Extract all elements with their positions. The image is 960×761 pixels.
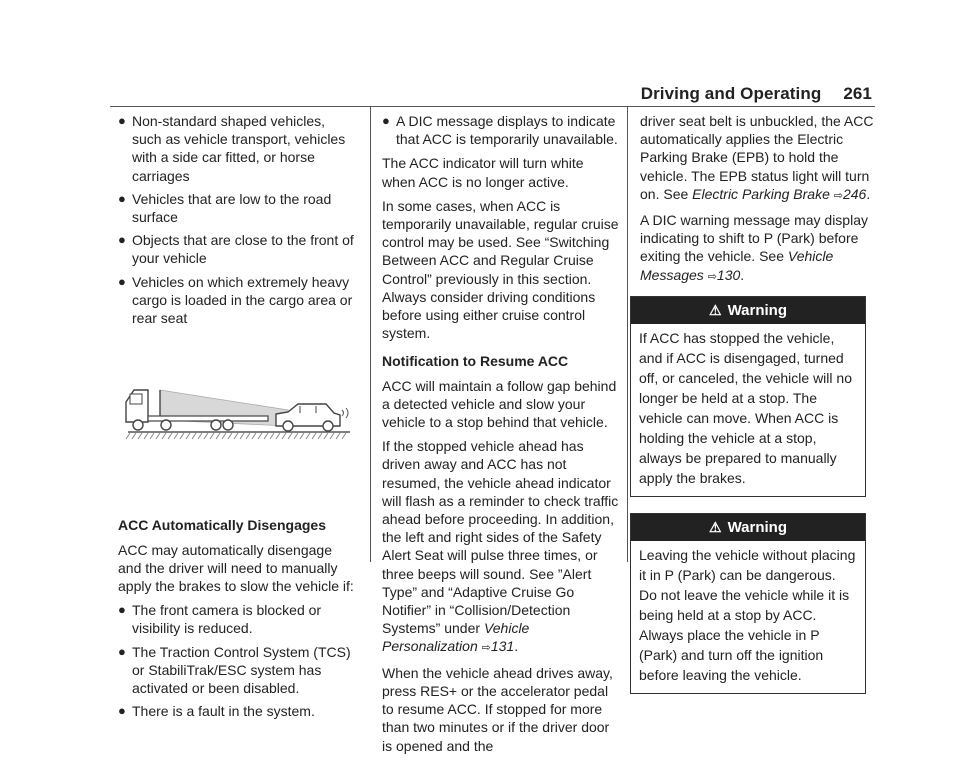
paragraph: The ACC indicator will turn white when ACC is no longer active. <box>382 155 584 190</box>
page-header <box>600 84 872 104</box>
bullet-icon: ● <box>118 602 126 618</box>
list-item: ● The front camera is blocked or visibility is reduced. <box>118 602 322 637</box>
paragraph: ACC may automatically disengage and the driver will need to manually apply the brakes to slow the vehicle if: <box>118 541 354 595</box>
paragraph: A DIC warning message may display indicating to shift to P (Park) before exiting the vehicle. See Vehicle Messages ⇨130. <box>640 212 868 283</box>
column-divider <box>370 107 371 562</box>
warning-box <box>630 513 866 694</box>
page-number: 261 <box>843 84 872 103</box>
list-item: ● Non-standard shaped vehicles, such as vehicle transport, vehicles with a side car fitted, or horse carriages <box>118 113 346 184</box>
paragraph: ACC will maintain a follow gap behind a detected vehicle and slow your vehicle to a stop behind that vehicle. <box>382 377 617 431</box>
cross-reference-link[interactable]: Vehicle Messages <box>640 248 834 283</box>
list-item: ● Vehicles on which extremely heavy cargo is loaded in the cargo area or rear seat <box>118 273 353 327</box>
bullet-icon: ● <box>118 232 126 248</box>
bullet-icon: ● <box>118 643 126 659</box>
warning-title-bar: ⚠ Warning <box>631 514 865 541</box>
paragraph: If the stopped vehicle ahead has driven away and ACC has not resumed, the vehicle ahead indicator will flash as a reminder to check traffic ahead before proceeding. In addition, the left and right sides of the Safety Alert Seat will pulse three times, or three beeps will sound. See ”Alert Type” and “Adaptive Cruise Go Notifier” in “Collision/Detection Systems” under Vehicle Personalization ⇨131. <box>382 438 619 655</box>
section-heading: Notification to Resume ACC <box>382 353 569 370</box>
bullet-icon: ● <box>382 113 390 128</box>
list-item: ● There is a fault in the system. <box>118 703 315 720</box>
warning-text: If ACC has stopped the vehicle, and if ACC is disengaged, turned off, or canceled, the vehicle will no longer be held at a stop. The vehicle can move. When ACC is holding the vehicle at a stop, always be prepared to manually apply the brakes. <box>639 329 852 486</box>
warning-box <box>630 296 866 497</box>
warning-text: Leaving the vehicle without placing it in P (Park) can be dangerous. Do not leave the vehicle while it is being held at a stop by ACC. Always place the vehicle in P (Park) and turn off the ignition before leaving the vehicle. <box>639 546 856 683</box>
section-heading: ACC Automatically Disengages <box>118 517 326 534</box>
bullet-icon: ● <box>118 703 126 719</box>
bullet-icon: ● <box>118 190 126 206</box>
page-reference[interactable]: 131 <box>490 638 515 655</box>
bullet-icon: ● <box>118 273 126 289</box>
page-reference-icon: ⇨ <box>833 189 843 202</box>
page-reference[interactable]: 246 <box>842 185 867 202</box>
vehicle-transport-illustration <box>120 380 350 450</box>
column-middle <box>382 107 620 761</box>
column-right <box>640 107 878 706</box>
list-item: ● Vehicles that are low to the road surface <box>118 190 332 226</box>
bullet-icon: ● <box>118 113 126 128</box>
warning-triangle-icon: ⚠ <box>709 301 722 318</box>
list-item: ● A DIC message displays to indicate that ACC is temporarily unavailable. <box>382 113 618 148</box>
warning-title-bar: ⚠ Warning <box>631 297 865 324</box>
list-item: ● The Traction Control System (TCS) or StabiliTrak/ESC system has activated or been disabled. <box>118 643 351 697</box>
page-reference-icon: ⇨ <box>481 642 491 655</box>
column-left <box>118 107 356 725</box>
cross-reference-link[interactable]: Vehicle Personalization <box>382 620 530 655</box>
page-reference-icon: ⇨ <box>707 270 717 283</box>
column-divider <box>627 107 628 562</box>
page-reference[interactable]: 130 <box>716 266 741 283</box>
paragraph: When the vehicle ahead drives away, press RES+ or the accelerator pedal to resume ACC. If stopped for more than two minutes or if the driver door is opened and the <box>382 664 613 754</box>
warning-triangle-icon: ⚠ <box>709 518 722 535</box>
cross-reference-link[interactable]: Electric Parking Brake <box>692 185 830 202</box>
paragraph: In some cases, when ACC is temporarily unavailable, regular cruise control may be used. See “Switching Between ACC and Regular Cruise Control” previously in this section. Always consider driving conditions before using either cruise control system. <box>382 197 619 342</box>
section-title: Driving and Operating <box>640 84 822 103</box>
list-item: ● Objects that are close to the front of your vehicle <box>118 232 354 267</box>
paragraph: driver seat belt is unbuckled, the ACC automatically applies the Electric Parking Brake (EPB) to hold the vehicle. The EPB status light will turn on. See Electric Parking Brake ⇨246. <box>640 113 874 202</box>
